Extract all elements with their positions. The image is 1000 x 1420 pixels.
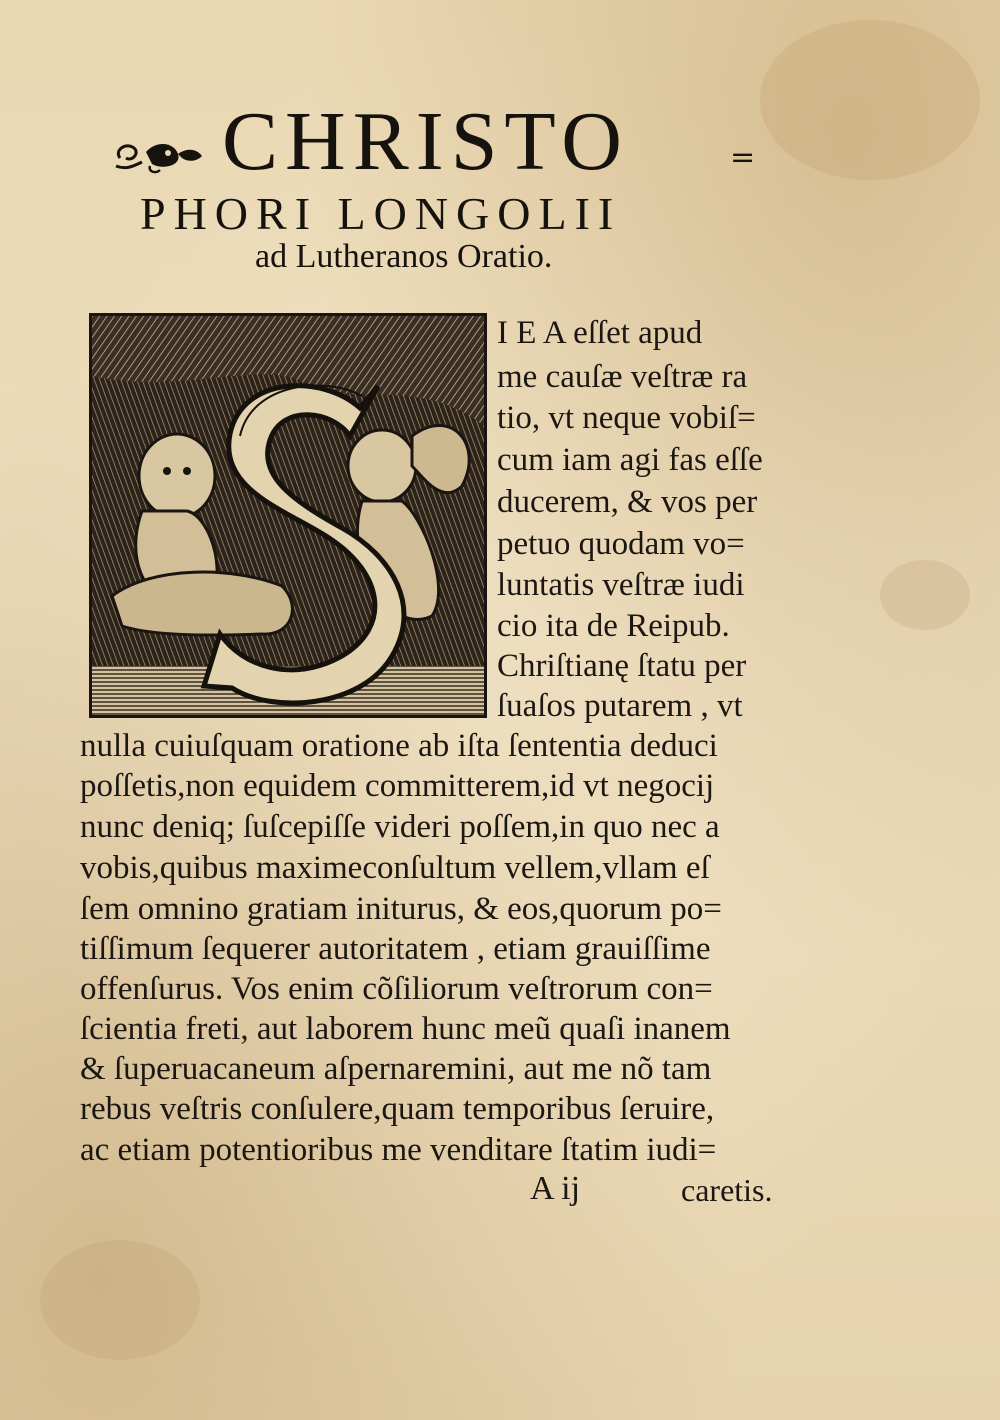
side-line-4: cum iam agi fas eſſe	[497, 442, 763, 478]
side-line-7: luntatis veſtræ iudi	[497, 567, 745, 603]
paper-stain	[880, 560, 970, 630]
side-line-2: me cauſæ veſtræ ra	[497, 359, 748, 395]
body-line-3: nunc deniq; ſuſcepiſſe videri poſſem,in quo nec a	[80, 809, 720, 845]
body-line-9: & ſuperuacaneum aſpernaremini, aut me nõ tam	[80, 1051, 712, 1087]
body-line-5: ſem omnino gratiam initurus, & eos,quorum po=	[80, 891, 722, 927]
side-line-9: Chriſtianę ſtatu per	[497, 648, 747, 684]
side-line-1: I E A eſſet apud	[497, 315, 703, 351]
side-line-5: ducerem, & vos per	[497, 484, 758, 520]
body-line-8: ſcientia freti, aut laborem hunc meũ quaſi inanem	[80, 1011, 731, 1047]
signature-mark: A ij	[530, 1170, 581, 1207]
woodcut-initial-s-icon	[89, 313, 487, 718]
body-line-2: poſſetis,non equidem committerem,id vt negocij	[80, 768, 715, 804]
title-line-3: ad Lutheranos Oratio.	[255, 238, 553, 275]
body-line-4: vobis,quibus maximeconſultum vellem,vllam eſ	[80, 850, 710, 886]
side-line-8: cio ita de Reipub.	[497, 608, 730, 644]
title-line-2: PHORI LONGOLII	[140, 188, 622, 239]
side-line-10: ſuaſos putarem , vt	[497, 688, 743, 724]
paper-stain	[760, 20, 980, 180]
body-line-7: offenſurus. Vos enim cõſiliorum veſtrorum con=	[80, 971, 713, 1007]
woodcut-illustration	[92, 316, 484, 715]
catchword: caretis.	[681, 1172, 773, 1208]
title-christo: CHRISTO	[222, 95, 629, 188]
fleuron-ornament-icon	[112, 136, 207, 176]
body-line-10: rebus veſtris conſulere,quam temporibus ſeruire,	[80, 1091, 715, 1127]
side-line-3: tio, vt neque vobiſ=	[497, 400, 756, 436]
body-line-6: tiſſimum ſequerer autoritatem , etiam grauiſſime	[80, 931, 711, 967]
body-line-11: ac etiam potentioribus me venditare ſtatim iudi=	[80, 1132, 717, 1168]
title-hyphen: =	[730, 140, 756, 175]
title-line-1	[112, 95, 792, 198]
side-line-6: petuo quodam vo=	[497, 526, 745, 562]
body-line-1: nulla cuiuſquam oratione ab iſta ſententia deduci	[80, 728, 718, 764]
paper-stain	[40, 1240, 200, 1360]
